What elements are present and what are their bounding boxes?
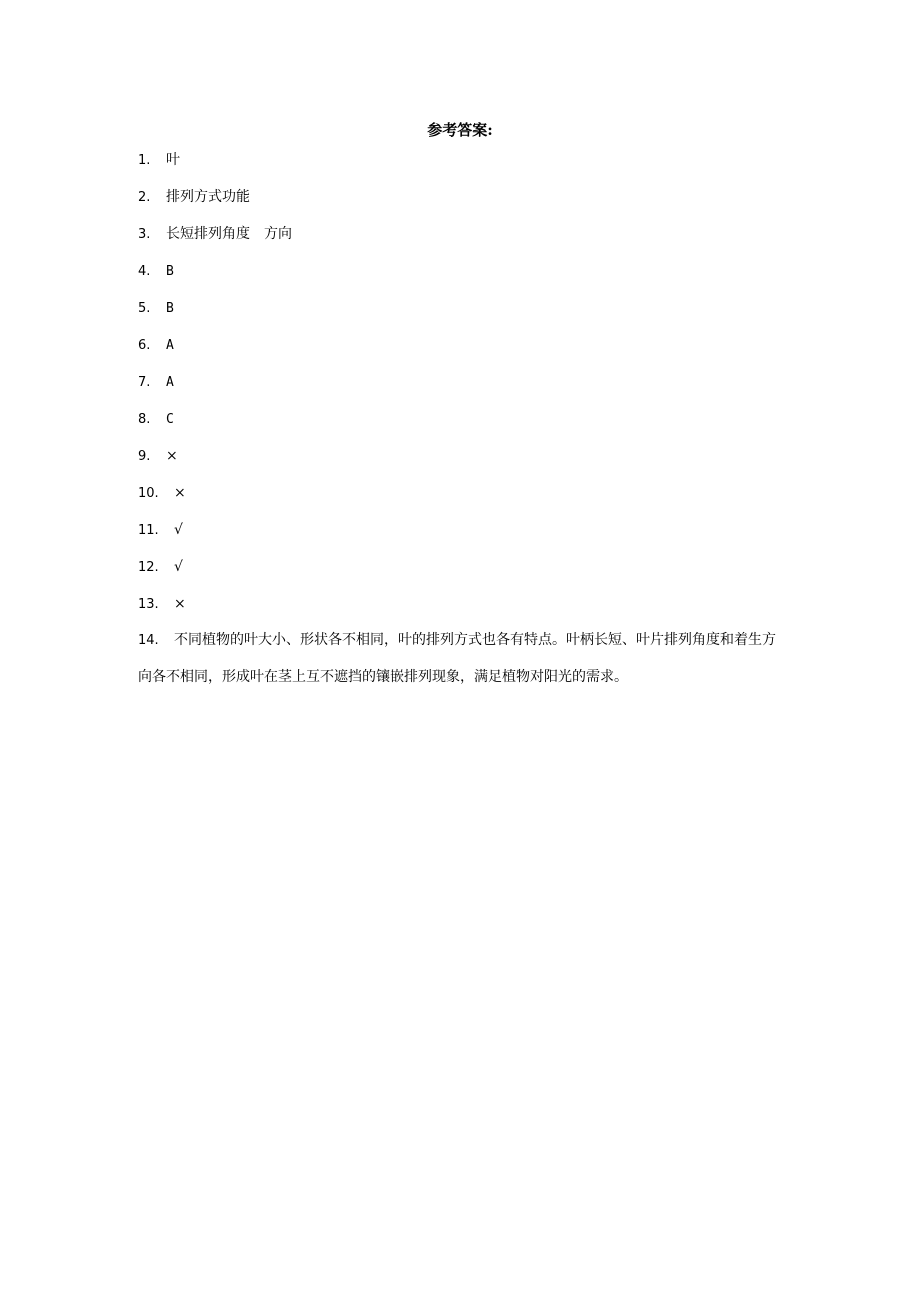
- answer-number: 9.: [138, 449, 151, 464]
- answer-number: 10.: [138, 486, 159, 501]
- cross-mark: ×: [174, 596, 186, 612]
- answer-text: A: [166, 375, 174, 390]
- answer-item-3: [138, 224, 788, 261]
- answer-number: 5.: [138, 301, 151, 316]
- answer-list: [138, 150, 788, 696]
- answer-number: 6.: [138, 338, 151, 353]
- answer-number: 2.: [138, 190, 151, 205]
- answer-item-1: [138, 150, 788, 187]
- answer-item-7: [138, 372, 788, 409]
- answer-number: 7.: [138, 375, 151, 390]
- page-title: 参考答案:: [427, 121, 493, 139]
- cross-mark: ×: [166, 448, 178, 464]
- answer-item-14: [138, 622, 788, 696]
- cross-mark: ×: [174, 485, 186, 501]
- answer-text: 排列方式功能: [166, 189, 250, 205]
- answer-item-2: [138, 187, 788, 224]
- answer-number: 3.: [138, 227, 151, 242]
- answer-number: 4.: [138, 264, 151, 279]
- answer-text: B: [166, 301, 174, 316]
- answer-number: 13.: [138, 597, 159, 612]
- answer-number: 8.: [138, 412, 151, 427]
- answer-item-5: [138, 298, 788, 335]
- answer-number: 14.: [138, 633, 159, 648]
- answer-item-8: [138, 409, 788, 446]
- answer-item-4: [138, 261, 788, 298]
- answer-item-9: [138, 446, 788, 483]
- answer-text-part-b: 方向: [264, 226, 292, 242]
- answer-text-part-a: 长短排列角度: [166, 226, 250, 242]
- answer-text: 叶: [166, 152, 180, 168]
- check-mark: √: [174, 522, 183, 538]
- answer-item-6: [138, 335, 788, 372]
- answer-paragraph: 不同植物的叶大小、形状各不相同，叶的排列方式也各有特点。叶柄长短、叶片排列角度和着生方向各不相同，形成叶在茎上互不遮挡的镶嵌排列现象，满足植物对阳光的需求。: [138, 632, 776, 685]
- answer-number: 12.: [138, 560, 159, 575]
- answer-item-10: [138, 483, 788, 520]
- answer-number: 11.: [138, 523, 159, 538]
- answer-text: C: [166, 412, 174, 427]
- answer-item-12: [138, 557, 788, 594]
- answer-item-11: [138, 520, 788, 557]
- answer-text: B: [166, 264, 174, 279]
- answer-number: 1.: [138, 153, 151, 168]
- check-mark: √: [174, 559, 183, 575]
- answer-text: A: [166, 338, 174, 353]
